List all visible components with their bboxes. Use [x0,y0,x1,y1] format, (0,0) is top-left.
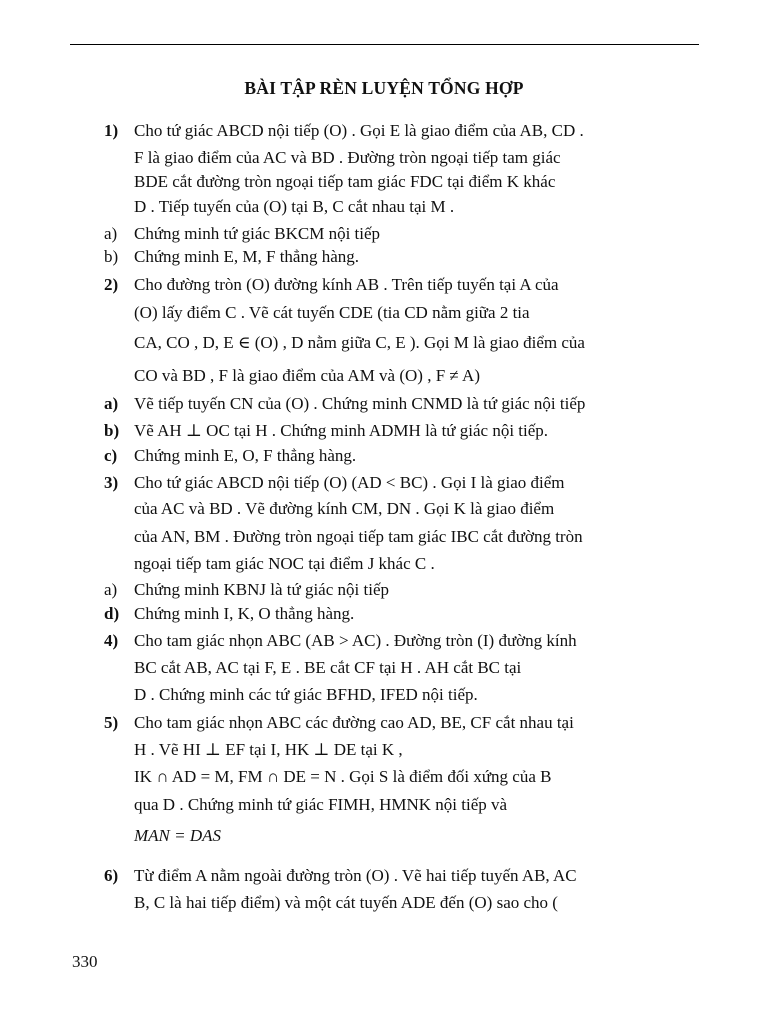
item-text: CO và BD , F là giao điểm của AM và (O) , F ≠ A) [134,366,480,385]
item-label: b) [104,421,120,440]
item-label: 3) [104,473,119,492]
item-label: d) [104,604,120,623]
item-label: a) [104,224,118,243]
page-title: BÀI TẬP RÈN LUYỆN TỔNG HỢP [244,78,524,98]
item-text: Từ điểm A nằm ngoài đường tròn (O) . Vẽ hai tiếp tuyến AB, AC [134,866,577,885]
item-text: Chứng minh I, K, O thẳng hàng. [134,604,355,623]
item-text: MAN = DAS [134,826,222,845]
item-text: Vẽ AH ⊥ OC tại H . Chứng minh ADMH là tứ giác nội tiếp. [134,421,549,440]
item-label: b) [104,247,119,266]
item-label: 5) [104,713,119,732]
item-text: ngoại tiếp tam giác NOC tại điểm J khác C . [134,554,435,573]
item-text: Cho tam giác nhọn ABC (AB > AC) . Đường tròn (I) đường kính [134,631,577,650]
page-number: 330 [72,952,98,971]
item-label: 4) [104,631,119,650]
item-text: IK ∩ AD = M, FM ∩ DE = N . Gọi S là điểm đối xứng của B [134,767,552,786]
item-text: Chứng minh KBNJ là tứ giác nội tiếp [134,580,389,599]
item-text: CA, CO , D, E ∈ (O) , D nằm giữa C, E ). Gọi M là giao điểm của [134,333,585,352]
item-text: Cho tứ giác ABCD nội tiếp (O) . Gọi E là giao điểm của AB, CD . [134,121,584,140]
item-label: 1) [104,121,119,140]
item-text: của AC và BD . Vẽ đường kính CM, DN . Gọi K là giao điểm [134,499,555,518]
item-label: 6) [104,866,119,885]
item-text: D . Tiếp tuyến của (O) tại B, C cắt nhau tại M . [134,197,455,216]
item-text: Chứng minh E, M, F thẳng hàng. [134,247,360,266]
item-text: Vẽ tiếp tuyến CN của (O) . Chứng minh CNMD là tứ giác nội tiếp [134,394,586,413]
item-text: Cho tứ giác ABCD nội tiếp (O) (AD < BC) . Gọi I là giao điểm [134,473,565,492]
item-text: của AN, BM . Đường tròn ngoại tiếp tam giác IBC cắt đường tròn [134,527,583,546]
item-text: Cho đường tròn (O) đường kính AB . Trên tiếp tuyến tại A của [134,275,559,294]
item-text: qua D . Chứng minh tứ giác FIMH, HMNK nội tiếp và [134,795,508,814]
item-text: (O) lấy điểm C . Vẽ cát tuyến CDE (tia CD nằm giữa 2 tia [134,303,530,322]
item-text: F là giao điểm của AC và BD . Đường tròn ngoại tiếp tam giác [134,148,561,167]
item-label: a) [104,394,119,413]
item-text: BDE cắt đường tròn ngoại tiếp tam giác FDC tại điểm K khác [134,172,556,191]
item-label: 2) [104,275,119,294]
item-text: Cho tam giác nhọn ABC các đường cao AD, BE, CF cắt nhau tại [134,713,574,732]
item-text: BC cắt AB, AC tại F, E . BE cắt CF tại H . AH cắt BC tại [134,658,522,677]
item-text: D . Chứng minh các tứ giác BFHD, IFED nội tiếp. [134,685,478,704]
item-label: c) [104,446,118,465]
item-text: H . Vẽ HI ⊥ EF tại I, HK ⊥ DE tại K , [134,740,403,759]
item-text: B, C là hai tiếp điểm) và một cát tuyến ADE đến (O) sao cho ( [134,893,558,912]
header-rule [70,44,699,45]
item-text: Chứng minh tứ giác BKCM nội tiếp [134,224,381,243]
item-text: Chứng minh E, O, F thẳng hàng. [134,446,357,465]
item-label: a) [104,580,118,599]
